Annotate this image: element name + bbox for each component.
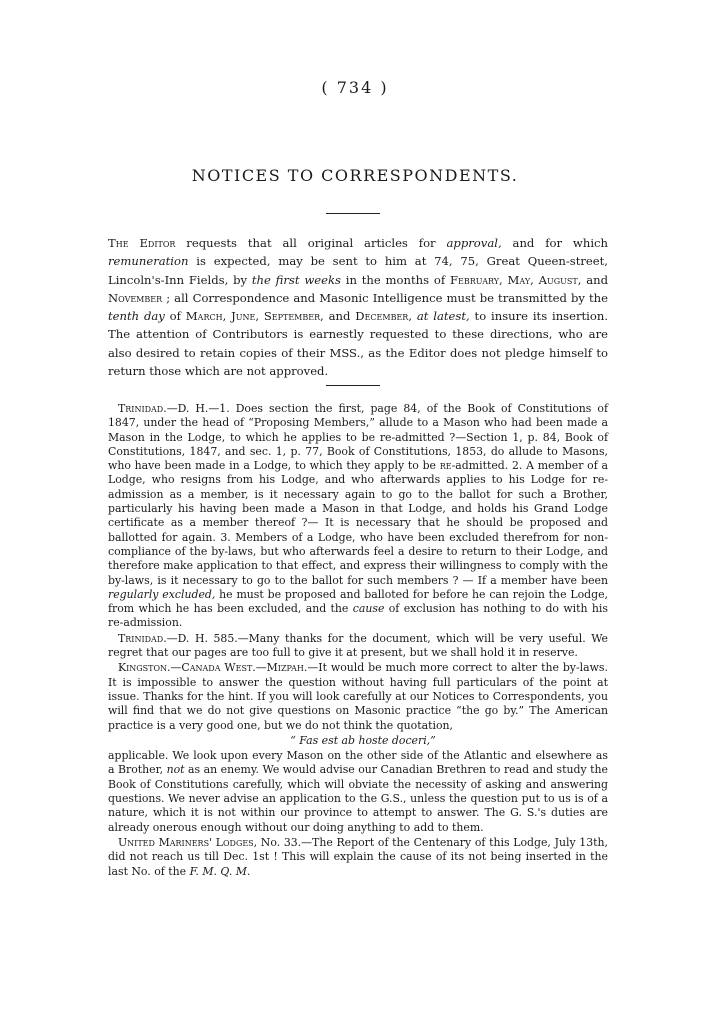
entry-heading: Trinidad. bbox=[118, 631, 167, 645]
entry-heading: Trinidad. bbox=[118, 402, 167, 415]
month-names: November bbox=[108, 290, 163, 305]
text-run: ; all Correspondence and Masonic Intelligence must be transmitted by the bbox=[162, 290, 608, 305]
entry-kingston-continued bbox=[108, 749, 608, 835]
entry-heading: United Mariners' Lodges, bbox=[118, 835, 258, 849]
text-run: and bbox=[323, 309, 356, 324]
month-names: December, bbox=[355, 309, 413, 324]
month-names: March, June, September, bbox=[185, 309, 324, 324]
text-run: applicable. We look upon every Mason on the other side of the Atlantic and elsewhere as a Brother, bbox=[108, 749, 608, 777]
text-run: to insure its insertion. The attention of Contributors is earnestly requested to these directions, who are also desired to retain copies of their MSS., as the Editor does not pledge himself to return those which are not approved. bbox=[108, 309, 609, 379]
latin-quotation: “ Fas est ab hoste doceri,” bbox=[290, 733, 436, 747]
emphasis: regularly excluded, bbox=[108, 587, 216, 601]
editor-notice-paragraph bbox=[108, 234, 608, 380]
entry-heading: Kingston.—Canada West.—Mizpah. bbox=[118, 661, 308, 675]
emphasis: the first weeks bbox=[251, 272, 341, 287]
emphasis: cause bbox=[352, 602, 385, 616]
entry-united-mariners bbox=[108, 836, 608, 879]
text-run: —D. H. 585.—Many thanks for the document, which will be very useful. We regret that our pages are too full to give it at present, but we shall hold it in reserve. bbox=[108, 631, 608, 660]
divider-rule bbox=[326, 213, 380, 214]
entry-kingston bbox=[108, 661, 608, 732]
text-run: —It would be much more correct to alter the by-laws. It is impossible to answer the question without having full particulars of the point at issue. Thanks for the hint. If you will look carefully at our Notices to Correspondents, you will find that we do not give questions on Masonic practice “the go by.” The American practice is a very good one, but we do not think the quotation, bbox=[108, 661, 608, 732]
emphasis: remuneration bbox=[108, 254, 189, 269]
text-run: of bbox=[164, 309, 186, 324]
text-run: as an enemy. We would advise our Canadian Brethren to read and study the Book of Constitutions carefully, which will obviate the necessity of asking and answering questions. We never advise an application to the G.S., unless the question put to us is of a nature, which it is not within our province to attempt to answer. The G. S.'s duties are already onerous enough without our doing anything to add to them. bbox=[108, 763, 608, 834]
emphasis: tenth day bbox=[108, 309, 165, 324]
emphasis: not bbox=[166, 763, 185, 777]
text-run: he must be proposed and balloted for before he can rejoin the Lodge, from which he has been excluded, and the bbox=[108, 587, 608, 616]
emphasis: approval, bbox=[446, 236, 502, 250]
emphasis: F. M. Q. M. bbox=[189, 864, 251, 878]
emphasis: at latest, bbox=[416, 309, 470, 324]
text-run: is expected, may be sent to him at 74, 75, Great Queen-street, Lincoln's-Inn Fields, by bbox=[108, 254, 608, 287]
editor-label: The Editor bbox=[108, 236, 176, 250]
text-run: of exclusion has nothing to do with his re-admission. bbox=[108, 602, 608, 630]
text-run: requests that all original articles for bbox=[175, 236, 447, 250]
correspondence-entries bbox=[108, 402, 608, 880]
text-run: and bbox=[581, 272, 608, 287]
text-run: and for which bbox=[501, 236, 608, 250]
entry-trinidad-1 bbox=[108, 402, 608, 631]
page-number: ( 734 ) bbox=[321, 78, 389, 97]
text-run: —D. H.—1. Does section the first, page 84, of the Book of Constitutions of 1847, under the head of “Proposing Members,” allude to a Mason who had been made a Mason in the Lodge, to which he applies to be re-admitted ?—Section 1, p. 84, Book of Constitutions, 1847, and sec. 1, p. 77, Book of Constitutions, 1853, do allude to Masons, who have been made in a Lodge, to which they apply to be bbox=[108, 402, 608, 473]
text-run: -admitted. 2. A member of a Lodge, who resigns from his Lodge, and who afterwards applies to his Lodge for re-admission as a member, is it necessary again to go to the ballot for such a Brother, particularly his having been made a Mason in that Lodge, and holds his Grand Lodge certificate as a member thereof ?— It is necessary that he should be proposed and ballotted for again. 3. Members of a Lodge, who have been excluded therefrom for non-compliance of the by-laws, but who afterwards feel a desire to return to their Lodge, and therefore make application to that effect, and express their willingness to comply with the by-laws, is it necessary to go to the ballot for such members ? — If a member have been bbox=[108, 459, 608, 587]
page-title: NOTICES TO CORRESPONDENTS. bbox=[191, 166, 519, 185]
text-run: re bbox=[439, 459, 452, 473]
text-run: in the months of bbox=[340, 272, 450, 287]
divider-rule bbox=[326, 385, 380, 386]
text-run: No. 33.—The Report of the Centenary of this Lodge, July 13th, did not reach us till Dec. 1st ! This will explain the cause of its not being inserted in the last No. of the bbox=[108, 835, 608, 878]
month-names: February, May, August, bbox=[449, 272, 582, 287]
entry-trinidad-2 bbox=[108, 632, 608, 661]
